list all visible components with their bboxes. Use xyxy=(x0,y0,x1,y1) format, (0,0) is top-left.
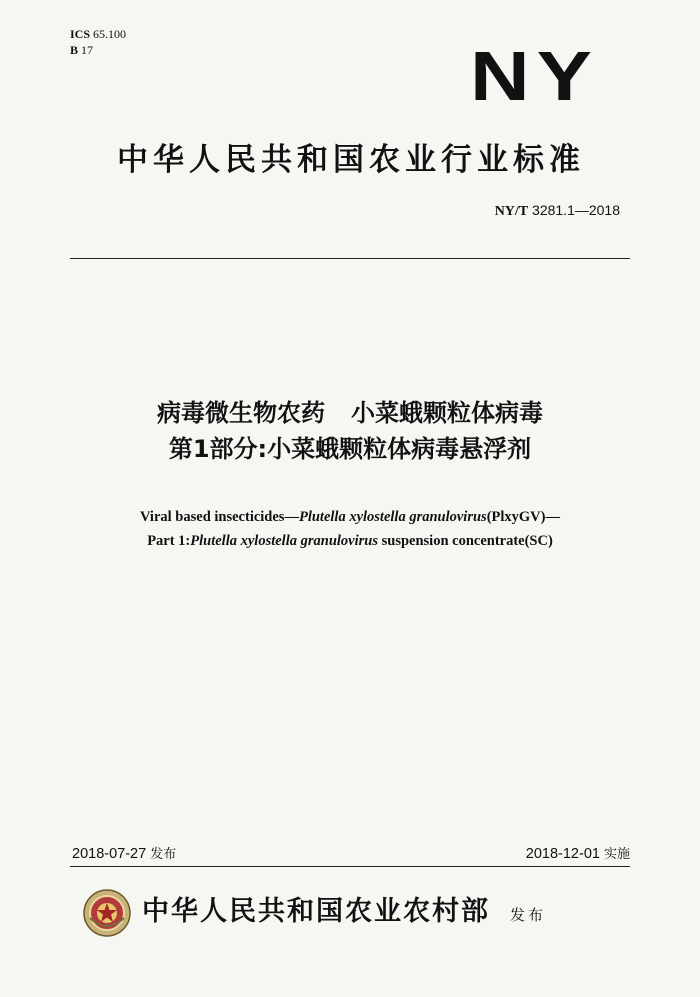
header-divider xyxy=(70,258,630,259)
chinese-title xyxy=(0,395,700,467)
cn-title-line1-a: 病毒微生物农药 xyxy=(157,399,325,427)
ny-logo: NY xyxy=(470,37,599,115)
standard-title: 中华人民共和国农业行业标准 xyxy=(117,142,585,178)
publisher-name: 中华人民共和国农业农村部 xyxy=(142,896,490,927)
en-line1-b: Plutella xylostella granulovirus xyxy=(298,509,487,525)
en-line2-b: Plutella xylostella granulovirus xyxy=(190,533,378,549)
en-line1-a: Viral based insecticides— xyxy=(140,509,299,525)
standard-number-prefix: NY/T xyxy=(494,204,529,219)
en-line2-c: suspension concentrate(SC) xyxy=(377,533,553,549)
classification-codes xyxy=(70,26,126,58)
issue-date: 2018-07-27 xyxy=(72,846,147,862)
issue-date-block xyxy=(72,843,176,862)
ccs-label: B xyxy=(70,43,79,57)
footer-divider xyxy=(70,866,630,867)
publisher-block xyxy=(82,888,642,938)
national-emblem-icon xyxy=(82,888,132,938)
ccs-code: 17 xyxy=(81,43,94,57)
publisher-label: 发布 xyxy=(510,906,547,924)
standard-number xyxy=(495,202,620,220)
implement-date-block xyxy=(526,843,630,862)
cn-title-line2: 第1部分:小菜蛾颗粒体病毒悬浮剂 xyxy=(168,435,532,463)
implement-label: 实施 xyxy=(603,847,630,862)
cn-title-line1-b: 小菜蛾颗粒体病毒 xyxy=(351,399,543,427)
ics-code: 65.100 xyxy=(93,27,127,41)
en-line2-a: Part 1: xyxy=(147,533,191,549)
issue-label: 发布 xyxy=(150,847,177,862)
standard-number-value: 3281.1—2018 xyxy=(532,202,620,218)
implement-date: 2018-12-01 xyxy=(525,846,600,862)
en-line1-c: (PlxyGV)— xyxy=(486,509,560,525)
ics-label: ICS xyxy=(70,27,91,41)
english-title xyxy=(0,505,700,553)
